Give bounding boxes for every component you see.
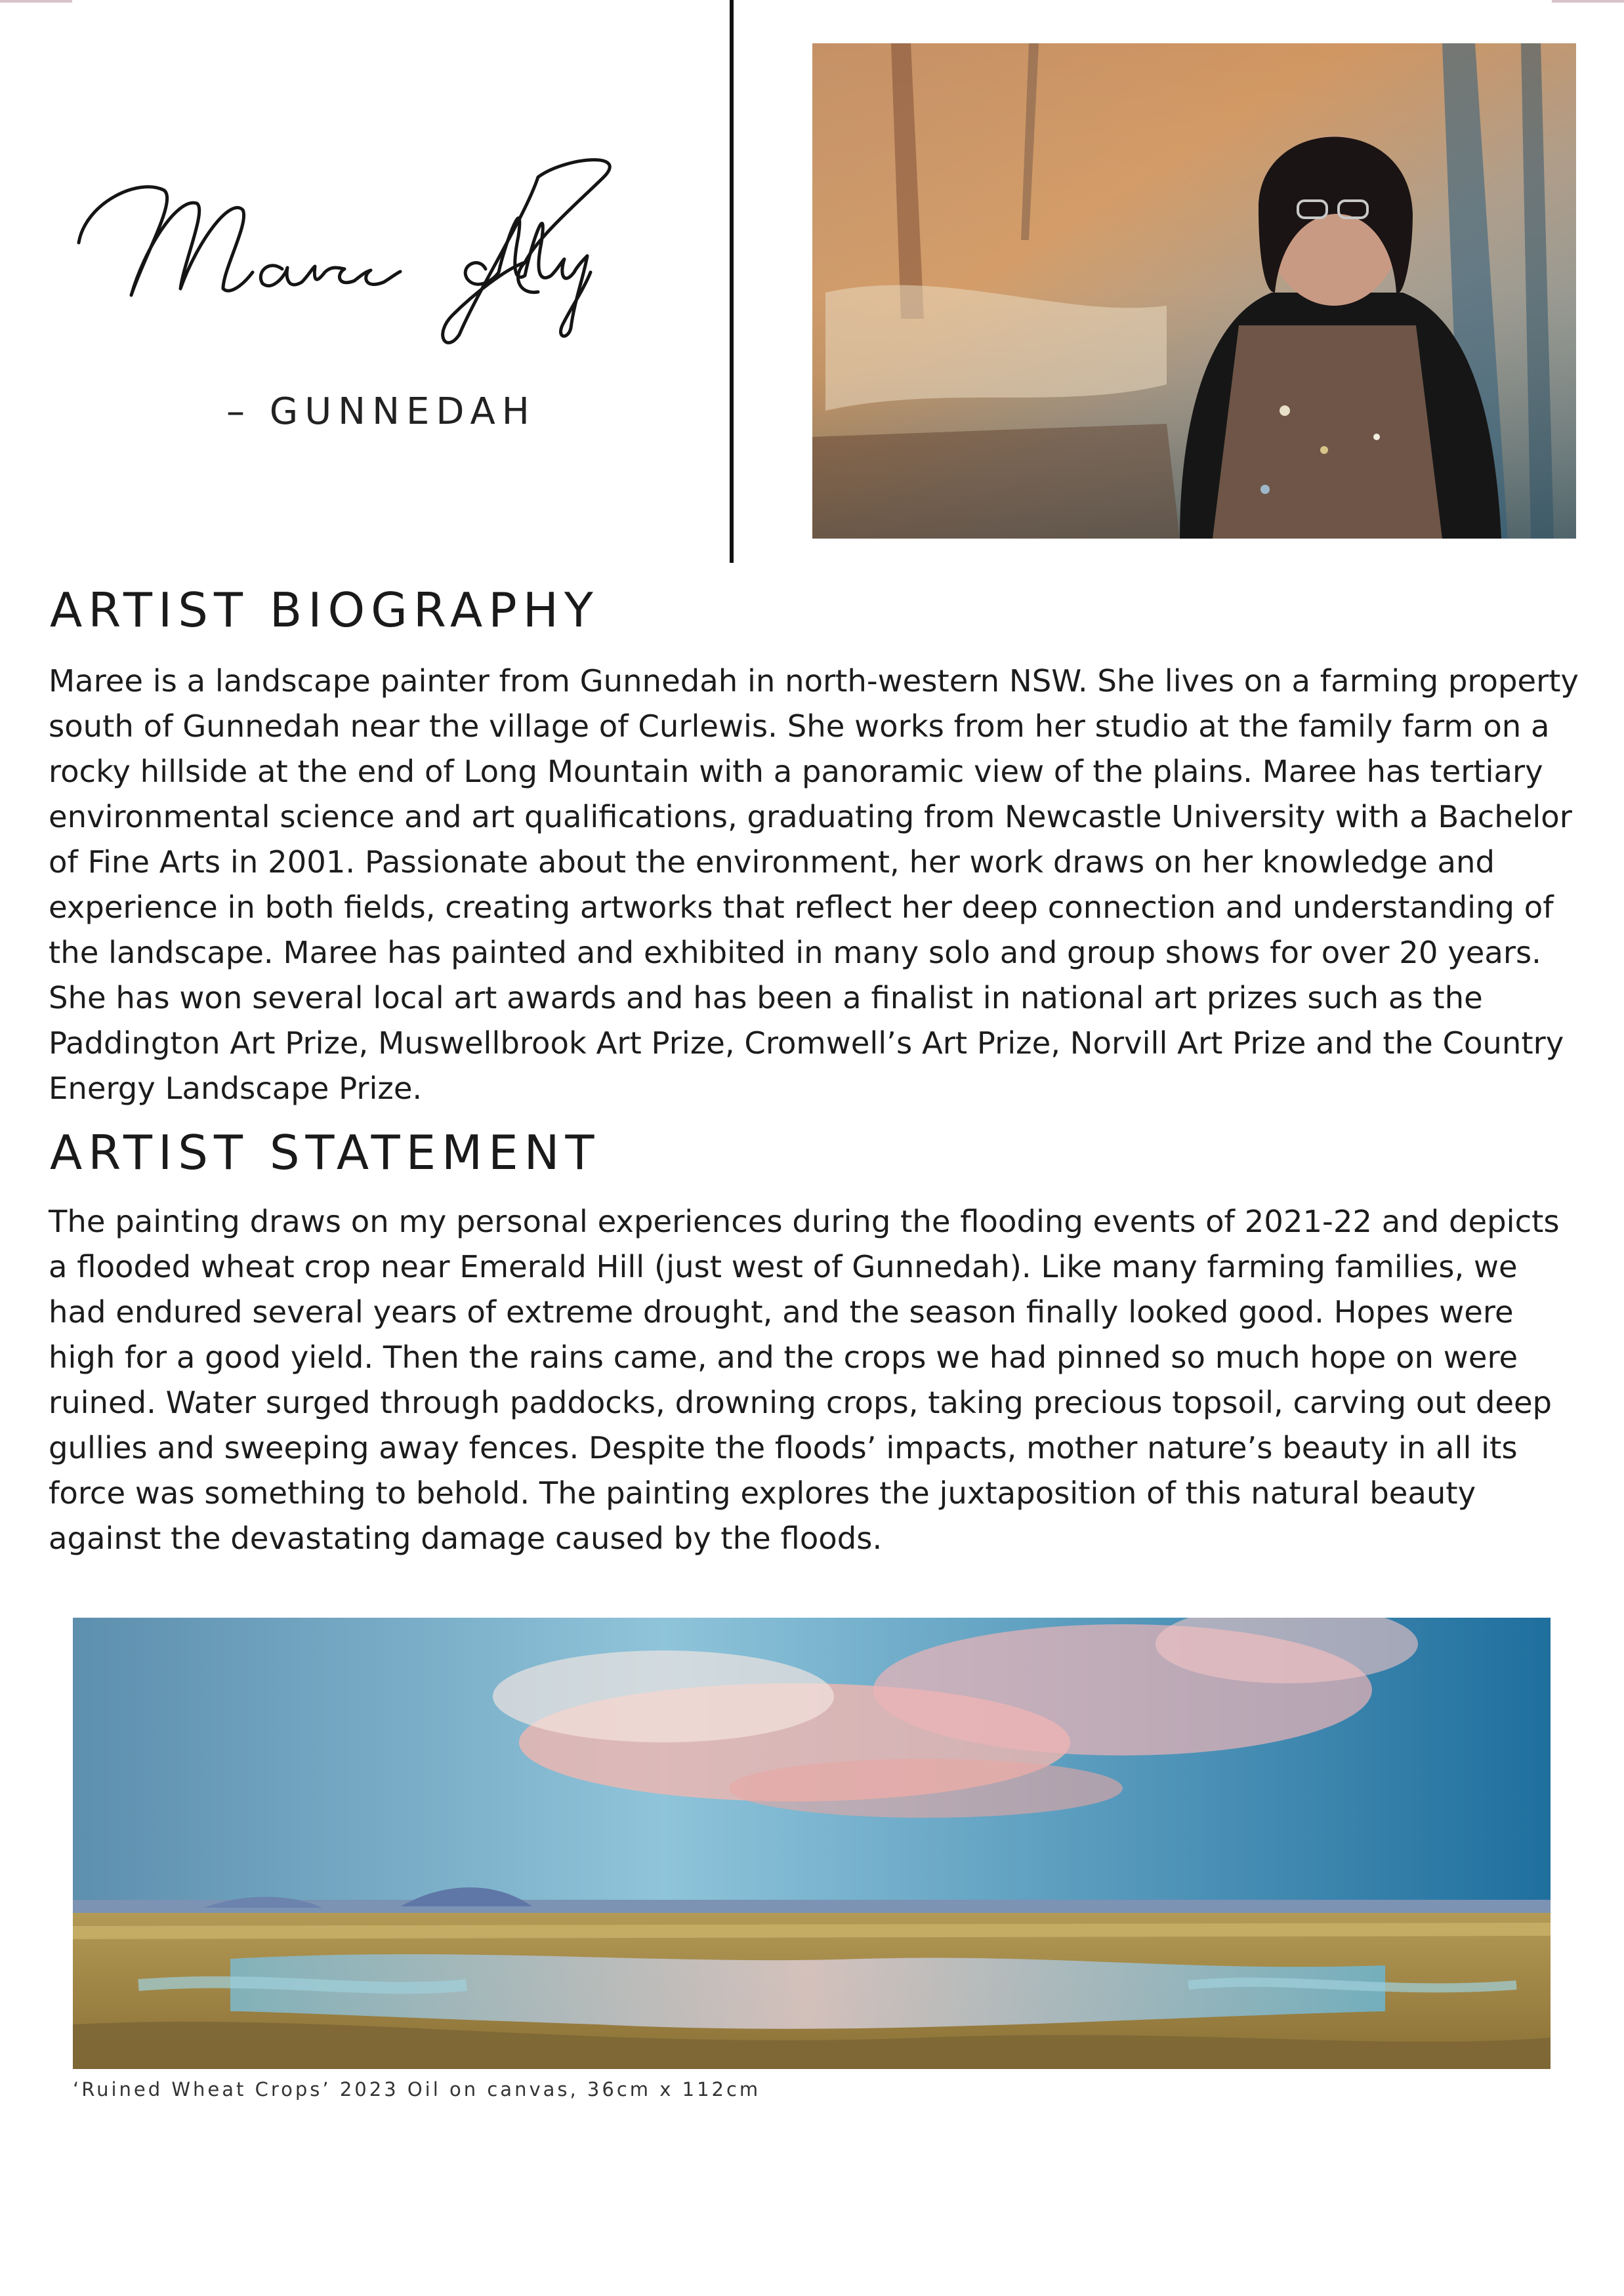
artwork-painting-image	[73, 1618, 1551, 2069]
artwork-caption: ‘Ruined Wheat Crops’ 2023 Oil on canvas, 36cm x 112cm	[73, 2078, 761, 2101]
artist-signature	[66, 138, 643, 348]
statement-text: The painting draws on my personal experiences during the flooding events of 2021-22 and depicts a flooded wheat crop near Emerald Hill (just west of Gunnedah). Like many farming families, we had endured several years of extreme drought, and the season finally looked good. Hopes were high for a good yield. Then the rains came, and the crops we had pinned so much hope on were ruined. Water surged through paddocks, drowning crops, taking precious topsoil, carving out deep gullies and sweeping away fences. Despite the floods’ impacts, mother nature’s beauty in all its force was something to behold. The painting explores the juxtaposition of this natural beauty against the devastating damage caused by the floods.	[49, 1204, 1560, 1556]
biography-heading: ARTIST BIOGRAPHY	[50, 583, 599, 638]
corner-mark-right	[1552, 0, 1624, 3]
corner-mark-left	[0, 0, 72, 3]
biography-text: Maree is a landscape painter from Gunnedah in north-western NSW. She lives on a farming property south of Gunnedah near the village of Curlewis. She works from her studio at the family farm on a rocky hillside at the end of Long Mountain with a panoramic view of the plains. Maree has tertiary environmental science and art qualifications, graduating from Newcastle University with a Bachelor of Fine Arts in 2001. Passionate about the environment, her work draws on her knowledge and experience in both fields, creating artworks that reflect her deep connection and understanding of the landscape. Maree has painted and exhibited in many solo and group shows for over 20 years. She has won several local art awards and has been a finalist in national art prizes such as the Paddington Art Prize, Muswellbrook Art Prize, Cromwell’s Art Prize, Norvill Art Prize and the Country Energy Landscape Prize.	[49, 663, 1579, 1106]
artist-portrait-photo	[812, 43, 1576, 539]
statement-heading: ARTIST STATEMENT	[50, 1125, 600, 1180]
vertical-divider	[730, 0, 734, 563]
artist-location: – GUNNEDAH	[226, 390, 536, 433]
